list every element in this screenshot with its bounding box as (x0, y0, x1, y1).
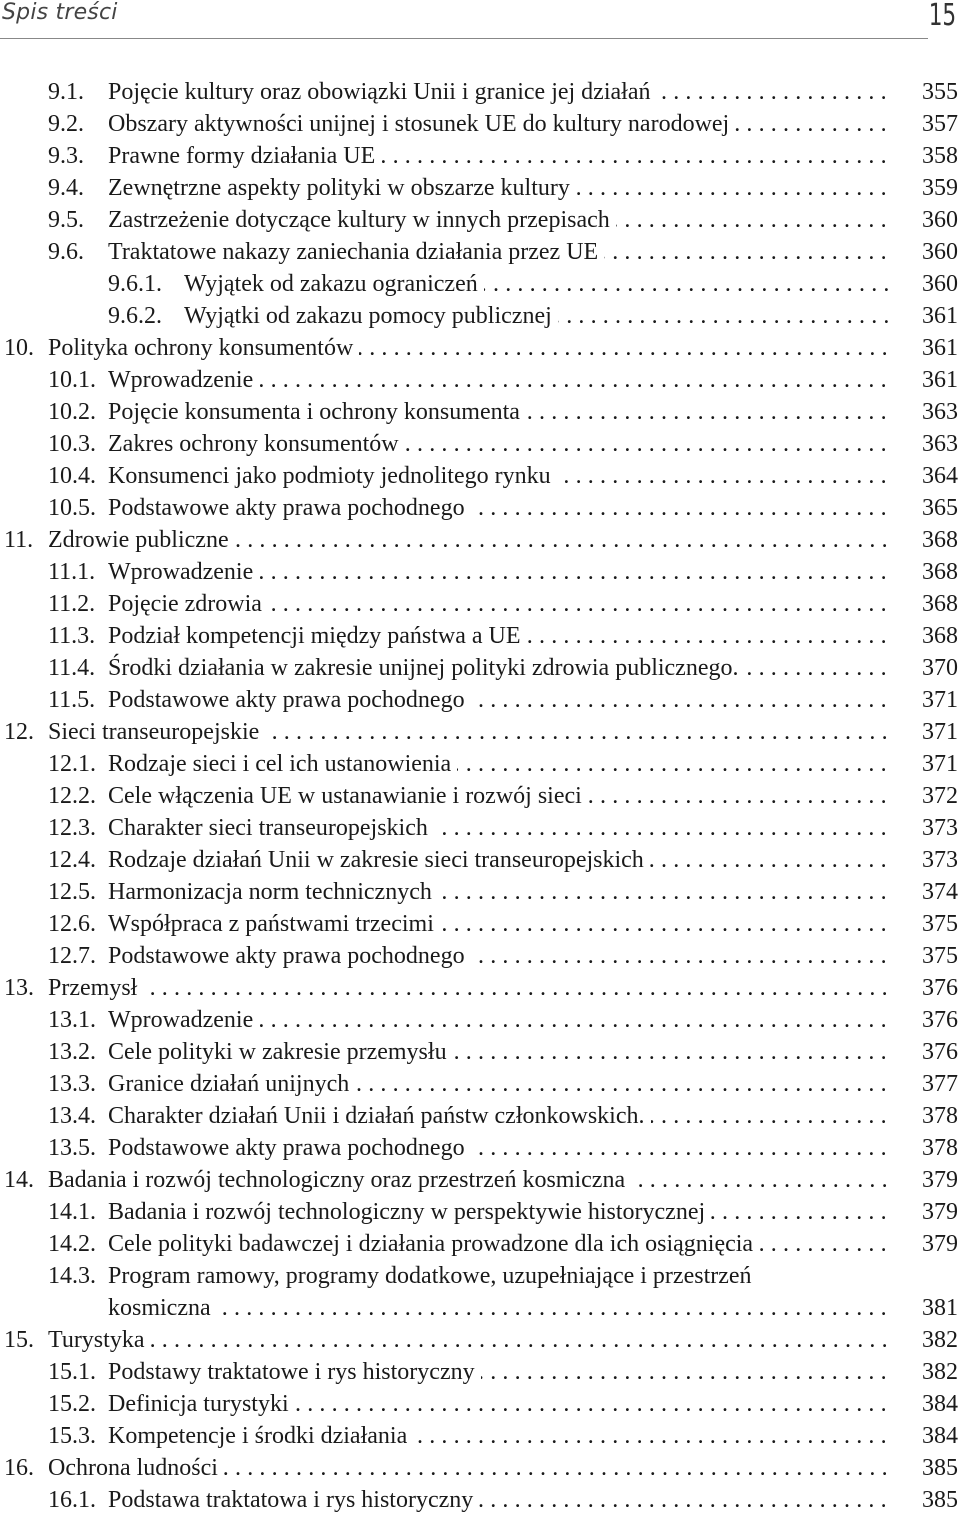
toc-entry-page: 373 (922, 847, 958, 873)
toc-entry-title-text: Wyjątki od zakazu pomocy publicznej (184, 303, 558, 329)
toc-entry-title (108, 140, 892, 172)
toc-entry-title-text: Program ramowy, programy dodatkowe, uzupełniające i przestrzeń (108, 1263, 758, 1289)
toc-entry-number: 12.3. (48, 815, 96, 841)
toc-entry-title (48, 1164, 892, 1196)
toc-entry-title-text: Polityka ochrony konsumentów (48, 335, 359, 361)
toc-entry-number: 11. (4, 527, 34, 553)
toc-entry-number: 15.2. (48, 1391, 96, 1417)
toc-entry-page: 360 (922, 271, 958, 297)
toc-entry-title (108, 652, 892, 684)
toc-entry[interactable] (0, 684, 960, 716)
toc-entry[interactable] (0, 364, 960, 396)
toc-entry[interactable] (0, 620, 960, 652)
toc-entry-page: 379 (922, 1167, 958, 1193)
toc-entry-title (108, 492, 892, 524)
toc-entry-number: 15.1. (48, 1359, 96, 1385)
toc-entry-number: 15. (4, 1327, 34, 1353)
toc-entry-number: 13.4. (48, 1103, 96, 1129)
toc-entry[interactable] (0, 524, 960, 556)
toc-entry-number: 11.3. (48, 623, 96, 649)
toc-entry-title (108, 108, 892, 140)
toc-entry-title-text: Zdrowie publiczne (48, 527, 235, 553)
toc-entry-title (108, 1100, 892, 1132)
toc-entry-title-text: Współpraca z państwami trzecimi (108, 911, 440, 937)
toc-entry-page: 361 (922, 367, 958, 393)
toc-entry[interactable] (0, 268, 960, 300)
toc-entry-title-text: Definicja turystyki (108, 1391, 295, 1417)
toc-entry-title (48, 524, 892, 556)
toc-entry-number: 9.2. (48, 111, 84, 137)
toc-entry-number: 13.1. (48, 1007, 96, 1033)
toc-entry-title-text: Turystyka (48, 1327, 150, 1353)
toc-entry-title (108, 1196, 892, 1228)
table-of-contents (0, 76, 960, 1516)
toc-entry-page: 372 (922, 783, 958, 809)
toc-entry[interactable] (0, 1452, 960, 1484)
toc-entry-title-text: Przemysł (48, 975, 143, 1001)
toc-entry-number: 9.6.1. (108, 271, 162, 297)
toc-entry[interactable] (0, 140, 960, 172)
toc-entry-number: 9.6. (48, 239, 84, 265)
toc-entry-number: 10.5. (48, 495, 96, 521)
toc-entry-page: 384 (922, 1391, 958, 1417)
toc-entry-number: 9.3. (48, 143, 84, 169)
toc-entry-page: 364 (922, 463, 958, 489)
toc-entry[interactable] (0, 1164, 960, 1196)
toc-entry-page: 378 (922, 1103, 958, 1129)
toc-entry-number: 13.2. (48, 1039, 96, 1065)
toc-entry-page: 365 (922, 495, 958, 521)
toc-entry[interactable] (0, 1260, 960, 1292)
toc-entry-title (108, 1292, 892, 1324)
toc-entry-page: 384 (922, 1423, 958, 1449)
toc-entry-title-text: Rodzaje działań Unii w zakresie sieci transeuropejskich (108, 847, 650, 873)
toc-entry-title (48, 1452, 892, 1484)
toc-entry-title (108, 1388, 892, 1420)
toc-entry-page: 374 (922, 879, 958, 905)
toc-entry-number: 12.6. (48, 911, 96, 937)
toc-entry-title-text: Zakres ochrony konsumentów (108, 431, 405, 457)
toc-entry-page: 376 (922, 975, 958, 1001)
toc-entry[interactable] (0, 1068, 960, 1100)
toc-entry-title (108, 1484, 892, 1516)
toc-entry-page: 361 (922, 335, 958, 361)
toc-entry[interactable] (0, 1420, 960, 1452)
toc-entry-title-text: Charakter działań Unii i działań państw członkowskich. (108, 1103, 651, 1129)
toc-entry-page: 376 (922, 1007, 958, 1033)
toc-entry-title-text: Podstawowe akty prawa pochodnego (108, 1135, 471, 1161)
toc-entry-title-text: Podział kompetencji między państwa a UE (108, 623, 527, 649)
toc-entry-title (108, 396, 892, 428)
toc-entry-title-text: Podstawowe akty prawa pochodnego (108, 943, 471, 969)
toc-entry-title-text: Sieci transeuropejskie (48, 719, 265, 745)
toc-entry-title (108, 1068, 892, 1100)
toc-entry[interactable] (0, 940, 960, 972)
toc-entry[interactable] (0, 1292, 960, 1324)
toc-entry-title (108, 428, 892, 460)
toc-entry-title (108, 1260, 892, 1292)
toc-entry-title-text: Wprowadzenie (108, 1007, 259, 1033)
toc-entry-number: 9.1. (48, 79, 84, 105)
toc-entry[interactable] (0, 652, 960, 684)
toc-entry[interactable] (0, 748, 960, 780)
toc-entry[interactable] (0, 332, 960, 364)
toc-entry-title-text: Wprowadzenie (108, 559, 259, 585)
running-head (0, 0, 960, 40)
toc-entry-page: 381 (922, 1295, 958, 1321)
toc-entry-title-text: Zastrzeżenie dotyczące kultury w innych przepisach (108, 207, 616, 233)
toc-entry-title-text: Cele polityki w zakresie przemysłu (108, 1039, 453, 1065)
toc-entry-title-text: Środki działania w zakresie unijnej polityki zdrowia publicznego. (108, 655, 744, 681)
toc-entry-title (48, 972, 892, 1004)
toc-entry-title (108, 1036, 892, 1068)
toc-entry-number: 9.5. (48, 207, 84, 233)
toc-entry-title (48, 332, 892, 364)
toc-entry-page: 358 (922, 143, 958, 169)
toc-entry-title-text: Badania i rozwój technologiczny oraz przestrzeń kosmiczna (48, 1167, 631, 1193)
toc-entry-title (108, 172, 892, 204)
toc-entry-title-text: Ochrona ludności (48, 1455, 224, 1481)
toc-entry-title (184, 300, 892, 332)
toc-entry-title (108, 908, 892, 940)
toc-entry-title-text: Kompetencje i środki działania (108, 1423, 413, 1449)
toc-entry-page: 375 (922, 943, 958, 969)
toc-entry-page: 377 (922, 1071, 958, 1097)
toc-entry-page: 360 (922, 239, 958, 265)
toc-entry[interactable] (0, 972, 960, 1004)
toc-entry-title (108, 1356, 892, 1388)
toc-entry[interactable] (0, 556, 960, 588)
toc-entry[interactable] (0, 1132, 960, 1164)
toc-entry-page: 361 (922, 303, 958, 329)
toc-entry-title-text: Wyjątek od zakazu ograniczeń (184, 271, 484, 297)
toc-entry-page: 376 (922, 1039, 958, 1065)
toc-entry[interactable] (0, 716, 960, 748)
toc-entry-title (108, 460, 892, 492)
toc-entry-title-text: Pojęcie zdrowia (108, 591, 268, 617)
toc-entry-page: 385 (922, 1487, 958, 1513)
toc-entry-page: 379 (922, 1199, 958, 1225)
toc-entry[interactable] (0, 844, 960, 876)
toc-entry-number: 13.3. (48, 1071, 96, 1097)
toc-entry-title (184, 268, 892, 300)
toc-entry-title-text: Podstawy traktatowe i rys historyczny (108, 1359, 481, 1385)
toc-entry-title-text: Pojęcie konsumenta i ochrony konsumenta (108, 399, 526, 425)
toc-entry-title (108, 620, 892, 652)
toc-entry-title (108, 1004, 892, 1036)
toc-entry-page: 375 (922, 911, 958, 937)
toc-entry[interactable] (0, 1100, 960, 1132)
toc-entry-number: 13. (4, 975, 34, 1001)
toc-entry[interactable] (0, 812, 960, 844)
toc-entry-title (108, 844, 892, 876)
toc-entry-title (108, 812, 892, 844)
toc-entry-title (108, 780, 892, 812)
toc-entry-title (108, 588, 892, 620)
toc-entry-number: 10.2. (48, 399, 96, 425)
toc-entry[interactable] (0, 460, 960, 492)
toc-entry[interactable] (0, 492, 960, 524)
toc-entry[interactable] (0, 876, 960, 908)
toc-entry[interactable] (0, 1388, 960, 1420)
toc-entry-number: 14.3. (48, 1263, 96, 1289)
toc-entry[interactable] (0, 204, 960, 236)
toc-entry-page: 357 (922, 111, 958, 137)
toc-entry[interactable] (0, 428, 960, 460)
toc-entry-page: 371 (922, 719, 958, 745)
toc-entry-number: 14. (4, 1167, 34, 1193)
toc-entry-title-text: Cele włączenia UE w ustanawianie i rozwój sieci (108, 783, 588, 809)
toc-entry-title (108, 76, 892, 108)
toc-entry-title (108, 364, 892, 396)
header-divider (0, 38, 928, 39)
toc-entry-page: 371 (922, 687, 958, 713)
toc-entry-title-text: Prawne formy działania UE (108, 143, 381, 169)
toc-entry-number: 12.5. (48, 879, 96, 905)
toc-entry-title-text: Zewnętrzne aspekty polityki w obszarze kultury (108, 175, 576, 201)
toc-entry-number: 11.4. (48, 655, 96, 681)
toc-entry-number: 11.1. (48, 559, 96, 585)
toc-entry-number: 12.7. (48, 943, 96, 969)
toc-entry-title-text: Podstawa traktatowa i rys historyczny (108, 1487, 479, 1513)
toc-entry-page: 370 (922, 655, 958, 681)
toc-entry-page: 355 (922, 79, 958, 105)
toc-entry-title-text: kosmiczna (108, 1295, 217, 1321)
toc-entry-title (108, 748, 892, 780)
toc-entry-number: 12. (4, 719, 34, 745)
toc-entry[interactable] (0, 396, 960, 428)
toc-entry[interactable] (0, 780, 960, 812)
toc-entry-title-text: Obszary aktywności unijnej i stosunek UE do kultury narodowej (108, 111, 735, 137)
toc-entry-title-text: Cele polityki badawczej i działania prowadzone dla ich osiągnięcia (108, 1231, 759, 1257)
toc-entry[interactable] (0, 1484, 960, 1516)
toc-entry-page: 368 (922, 623, 958, 649)
toc-entry-number: 10.1. (48, 367, 96, 393)
toc-entry[interactable] (0, 172, 960, 204)
toc-entry-page: 371 (922, 751, 958, 777)
toc-entry[interactable] (0, 1004, 960, 1036)
toc-entry[interactable] (0, 76, 960, 108)
toc-entry-title-text: Rodzaje sieci i cel ich ustanowienia (108, 751, 457, 777)
toc-entry-title-text: Pojęcie kultury oraz obowiązki Unii i granice jej działań (108, 79, 656, 105)
toc-entry-title (108, 236, 892, 268)
toc-entry-number: 10.4. (48, 463, 96, 489)
toc-entry-title-text: Badania i rozwój technologiczny w perspektywie historycznej (108, 1199, 711, 1225)
toc-entry-page: 363 (922, 399, 958, 425)
running-head-title: Spis treści (2, 0, 118, 25)
toc-entry[interactable] (0, 108, 960, 140)
toc-entry-page: 378 (922, 1135, 958, 1161)
toc-entry-title (108, 1420, 892, 1452)
toc-entry[interactable] (0, 1196, 960, 1228)
toc-entry-title-text: Harmonizacja norm technicznych (108, 879, 438, 905)
toc-entry-page: 373 (922, 815, 958, 841)
toc-entry-number: 11.2. (48, 591, 96, 617)
toc-entry-title (108, 940, 892, 972)
toc-entry[interactable] (0, 1324, 960, 1356)
toc-entry-number: 12.1. (48, 751, 96, 777)
toc-entry-page: 382 (922, 1327, 958, 1353)
toc-entry-number: 13.5. (48, 1135, 96, 1161)
toc-entry-title-text: Podstawowe akty prawa pochodnego (108, 687, 471, 713)
toc-entry-title (108, 1228, 892, 1260)
toc-entry[interactable] (0, 588, 960, 620)
toc-entry-title-text: Podstawowe akty prawa pochodnego (108, 495, 471, 521)
toc-entry-number: 15.3. (48, 1423, 96, 1449)
toc-entry-number: 11.5. (48, 687, 96, 713)
toc-entry-page: 363 (922, 431, 958, 457)
toc-entry-title (108, 204, 892, 236)
toc-entry-number: 16.1. (48, 1487, 96, 1513)
toc-entry-page: 385 (922, 1455, 958, 1481)
toc-entry-page: 368 (922, 527, 958, 553)
toc-entry-number: 12.4. (48, 847, 96, 873)
toc-entry-title (108, 1132, 892, 1164)
toc-entry-page: 359 (922, 175, 958, 201)
toc-entry-number: 14.2. (48, 1231, 96, 1257)
toc-entry-title (48, 1324, 892, 1356)
toc-entry-title-text: Traktatowe nakazy zaniechania działania przez UE (108, 239, 604, 265)
toc-entry[interactable] (0, 1036, 960, 1068)
toc-entry[interactable] (0, 300, 960, 332)
toc-entry-number: 10. (4, 335, 34, 361)
toc-entry-title (108, 684, 892, 716)
toc-entry-title (108, 556, 892, 588)
toc-entry[interactable] (0, 1228, 960, 1260)
toc-entry-number: 12.2. (48, 783, 96, 809)
toc-entry-number: 9.6.2. (108, 303, 162, 329)
toc-entry-number: 16. (4, 1455, 34, 1481)
toc-entry-number: 14.1. (48, 1199, 96, 1225)
toc-entry-page: 368 (922, 559, 958, 585)
toc-entry-page: 379 (922, 1231, 958, 1257)
toc-entry-title-text: Wprowadzenie (108, 367, 259, 393)
toc-entry-number: 9.4. (48, 175, 84, 201)
toc-entry[interactable] (0, 1356, 960, 1388)
toc-entry[interactable] (0, 908, 960, 940)
toc-entry-title (48, 716, 892, 748)
toc-entry-title-text: Konsumenci jako podmioty jednolitego rynku (108, 463, 557, 489)
toc-entry-number: 10.3. (48, 431, 96, 457)
toc-entry-page: 382 (922, 1359, 958, 1385)
toc-entry[interactable] (0, 236, 960, 268)
toc-entry-page: 368 (922, 591, 958, 617)
toc-entry-title-text: Charakter sieci transeuropejskich (108, 815, 434, 841)
toc-entry-page: 360 (922, 207, 958, 233)
toc-entry-title (108, 876, 892, 908)
running-head-page-number: 15 (928, 0, 956, 33)
toc-entry-title-text: Granice działań unijnych (108, 1071, 355, 1097)
